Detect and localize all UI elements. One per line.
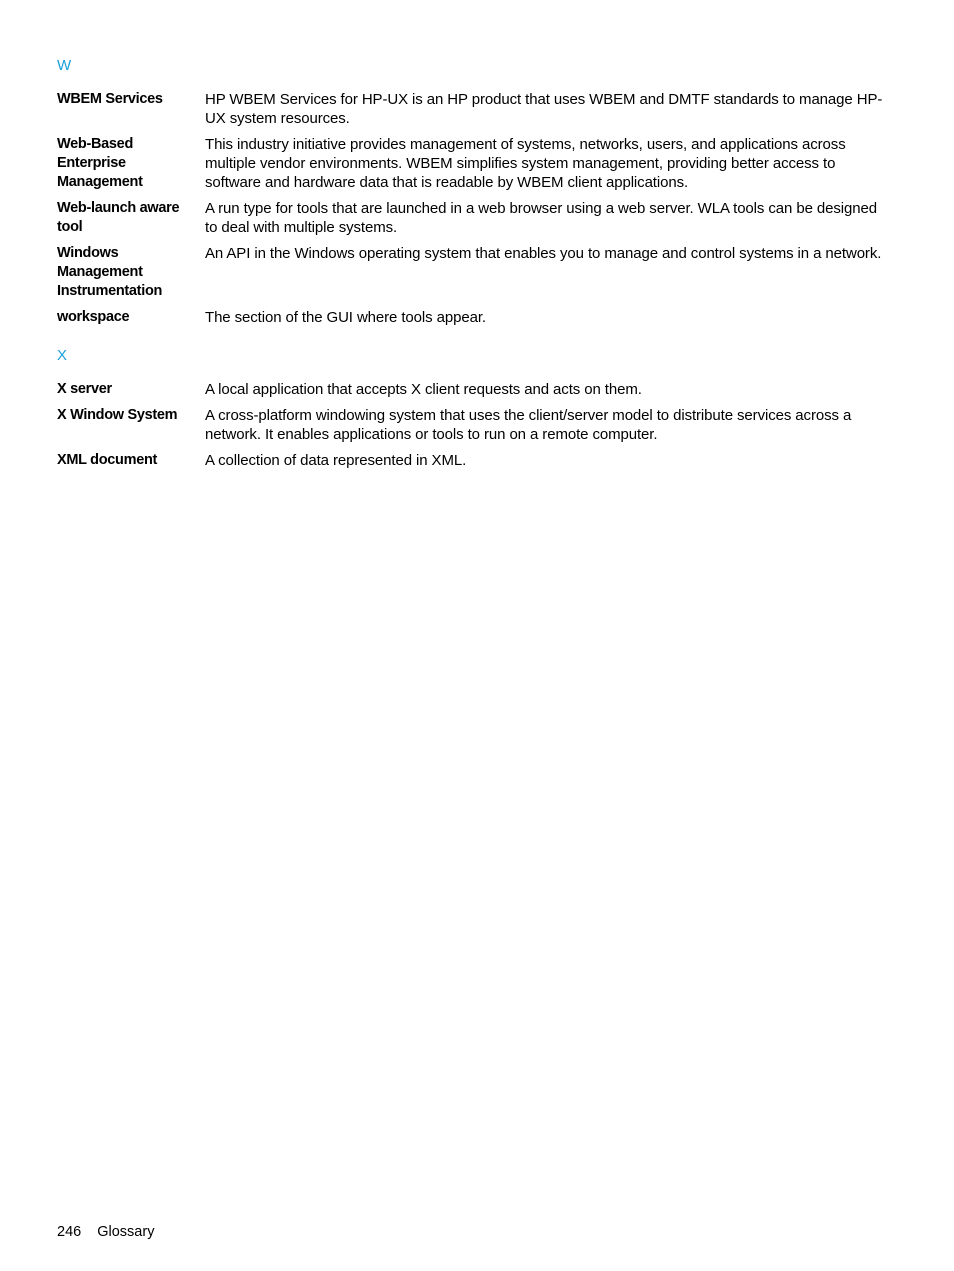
page-number: 246 xyxy=(57,1224,82,1240)
glossary-entry xyxy=(57,406,887,444)
glossary-entry xyxy=(57,380,887,399)
glossary-term: XML document xyxy=(57,452,158,468)
page-footer xyxy=(57,1223,154,1242)
glossary-entry xyxy=(57,135,887,192)
glossary-term: Windows Management Instrumentation xyxy=(57,245,163,299)
glossary-entry xyxy=(57,90,887,128)
glossary-definition: HP WBEM Services for HP-UX is an HP product that uses WBEM and DMTF standards to manage HP-UX system resources. xyxy=(205,91,883,127)
glossary-definition: A collection of data represented in XML. xyxy=(205,452,467,469)
section-heading-w: W xyxy=(57,57,72,74)
glossary-term: X Window System xyxy=(57,407,178,423)
glossary-entry xyxy=(57,199,887,237)
glossary-term: WBEM Services xyxy=(57,91,163,107)
glossary-definition: An API in the Windows operating system that enables you to manage and control systems in a network. xyxy=(205,245,882,262)
glossary-term: workspace xyxy=(57,309,130,325)
glossary-definition: A cross-platform windowing system that uses the client/server model to distribute services across a network. It enables applications or tools to run on a remote computer. xyxy=(205,407,852,443)
glossary-term: Web-Based Enterprise Management xyxy=(57,136,143,190)
glossary-definition: A local application that accepts X client requests and acts on them. xyxy=(205,381,642,398)
glossary-entry xyxy=(57,244,887,301)
footer-section-title: Glossary xyxy=(97,1224,155,1240)
glossary-entry xyxy=(57,308,887,327)
glossary-definition: A run type for tools that are launched in a web browser using a web server. WLA tools can be designed to deal with multiple systems. xyxy=(205,200,877,236)
glossary-term: Web-launch aware tool xyxy=(57,200,180,235)
glossary-definition: The section of the GUI where tools appear. xyxy=(205,309,486,326)
glossary-definition: This industry initiative provides management of systems, networks, users, and applications across multiple vendor environments. WBEM simplifies system management, providing better access to software and hardware data that is readable by WBEM client applications. xyxy=(205,136,846,191)
glossary-term: X server xyxy=(57,381,112,397)
section-heading-x: X xyxy=(57,347,68,364)
glossary-entry xyxy=(57,451,887,470)
